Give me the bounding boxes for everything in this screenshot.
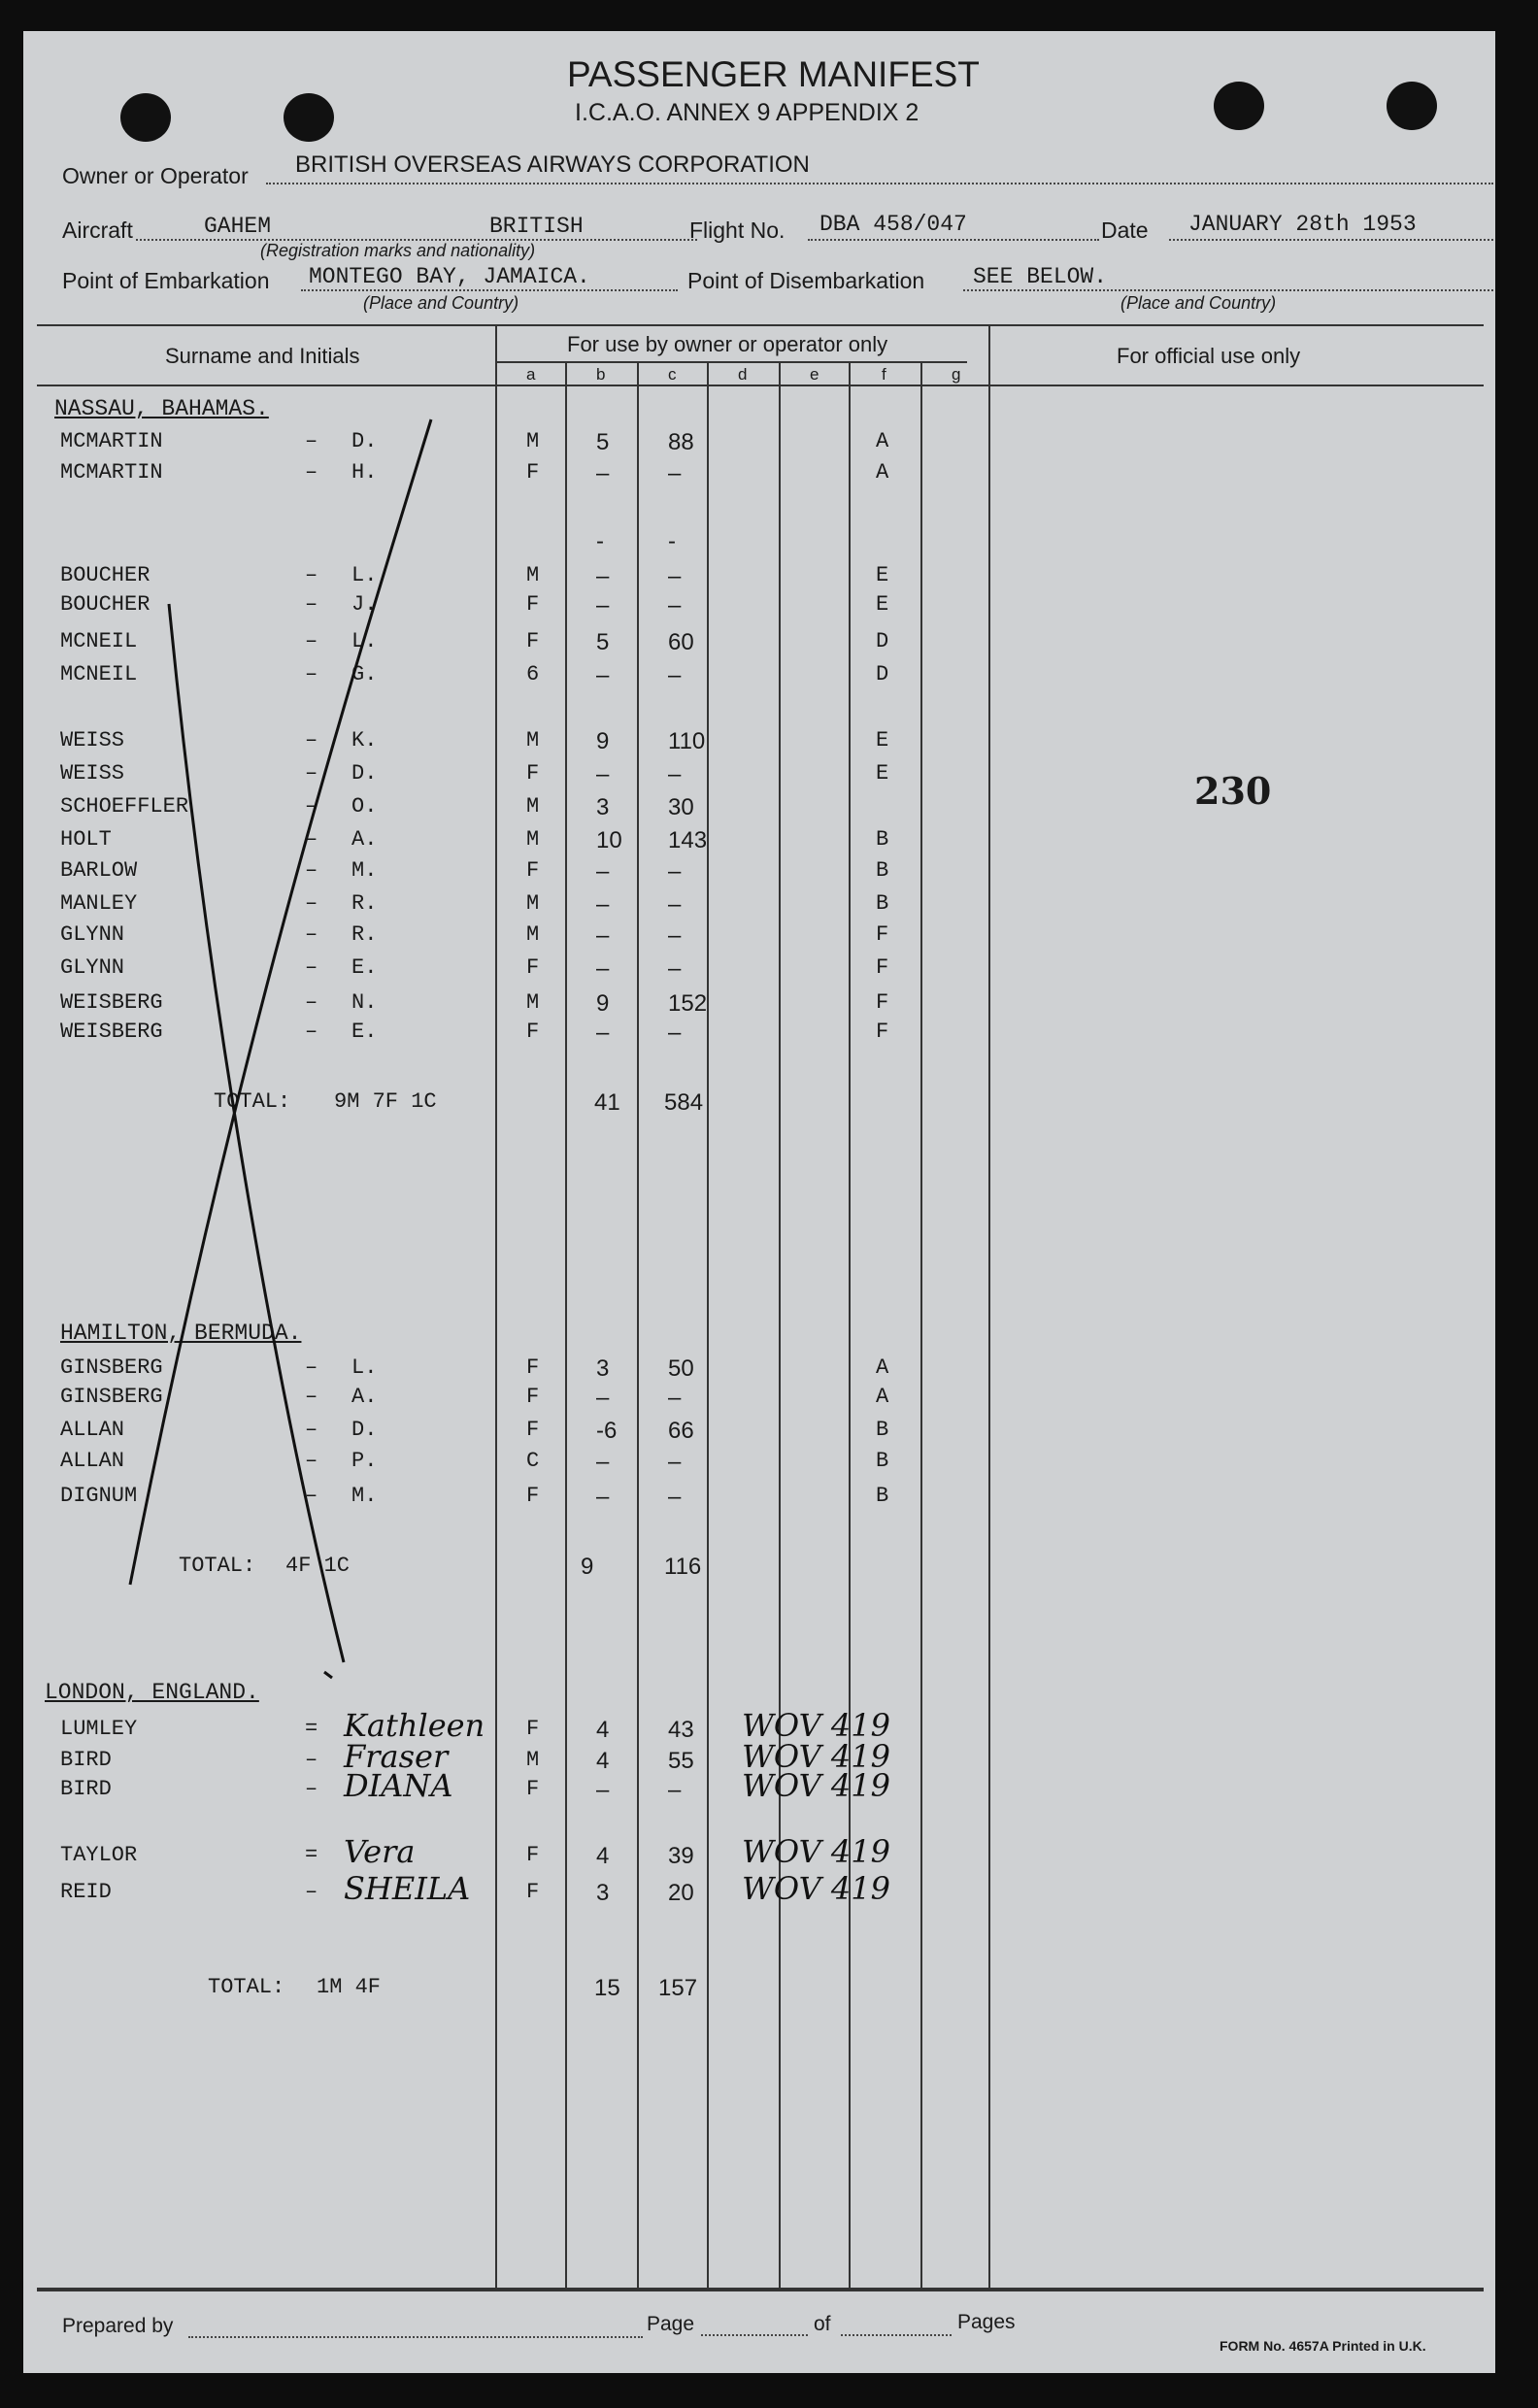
cell-initial: E.	[351, 1020, 378, 1044]
flight-value: DBA 458/047	[819, 212, 967, 237]
disembarkation-value: SEE BELOW.	[973, 264, 1108, 289]
cell-dash: –	[305, 1880, 318, 1904]
cell-dash: =	[305, 1843, 318, 1867]
cell-a: F	[526, 1355, 540, 1380]
page-label: Page	[647, 2313, 695, 2335]
cell-a: M	[526, 728, 540, 752]
cell-surname: GINSBERG	[60, 1385, 163, 1409]
cell-dash: –	[305, 761, 318, 786]
cell-b: –	[596, 891, 610, 918]
cell-f: B	[876, 827, 889, 852]
cell-b: 5	[596, 629, 610, 655]
cell-c: 152	[668, 990, 708, 1017]
cell-b: –	[596, 1777, 610, 1803]
cell-dash: –	[305, 794, 318, 819]
col-letter-b: b	[596, 365, 606, 384]
cell-dash: –	[305, 1355, 318, 1380]
cell-c: –	[668, 563, 682, 589]
cell-dash: –	[305, 592, 318, 617]
cell-f: B	[876, 1418, 889, 1442]
cell-a: M	[526, 827, 540, 852]
cell-surname: LUMLEY	[60, 1717, 138, 1741]
cell-surname: HOLT	[60, 827, 112, 852]
total-b: 9	[581, 1554, 594, 1580]
cell-dash: –	[305, 1748, 318, 1772]
cell-hand: SHEILA	[344, 1870, 471, 1907]
cell-surname: BARLOW	[60, 858, 138, 883]
aircraft-value: GAHEM	[204, 214, 272, 239]
cell-dash: –	[305, 990, 318, 1015]
cell-initial: L.	[351, 563, 378, 587]
cell-f: A	[876, 460, 889, 485]
cell-note: WOV 419	[742, 1833, 890, 1870]
date-label: Date	[1101, 217, 1149, 243]
cell-b: 3	[596, 1880, 610, 1906]
cell-f: B	[876, 858, 889, 883]
section-heading: HAMILTON, BERMUDA.	[60, 1321, 302, 1346]
cell-dash: –	[305, 827, 318, 852]
cell-c: 50	[668, 1355, 694, 1382]
cell-surname: BOUCHER	[60, 563, 150, 587]
cell-c: 30	[668, 794, 694, 820]
cell-c: –	[668, 955, 682, 982]
cell-initial: M.	[351, 1484, 378, 1508]
cell-b: –	[596, 563, 610, 589]
cell-initial: O.	[351, 794, 378, 819]
cell-b: 9	[596, 728, 610, 754]
cell-a: M	[526, 563, 540, 587]
cell-b: –	[596, 662, 610, 688]
cell-a: F	[526, 460, 540, 485]
document-title: PASSENGER MANIFEST	[567, 54, 980, 94]
cell-initial: K.	[351, 728, 378, 752]
total-label: TOTAL:	[214, 1089, 291, 1114]
cell-f: A	[876, 1355, 889, 1380]
col-letter-f: f	[882, 365, 886, 384]
cell-initial: P.	[351, 1449, 378, 1473]
cell-b: –	[596, 460, 610, 486]
cell-f: F	[876, 990, 889, 1015]
col-letter-c: c	[668, 365, 677, 384]
total-passengers: 4F 1C	[285, 1554, 351, 1578]
col-letter-d: d	[738, 365, 748, 384]
cell-a: M	[526, 922, 540, 947]
cell-a: F	[526, 1777, 540, 1801]
cell-b: –	[596, 858, 610, 885]
document-subtitle: I.C.A.O. ANNEX 9 APPENDIX 2	[575, 99, 919, 126]
cell-b: 4	[596, 1748, 610, 1774]
cell-b: -6	[596, 1418, 618, 1444]
cell-c: 60	[668, 629, 694, 655]
cell-surname: WEISS	[60, 728, 125, 752]
cell-b: –	[596, 761, 610, 787]
cell-surname: MCNEIL	[60, 662, 138, 686]
cell-dash: –	[305, 922, 318, 947]
col-header-owner-use: For use by owner or operator only	[567, 332, 888, 356]
cell-a: F	[526, 1843, 540, 1867]
cell-initial: D.	[351, 761, 378, 786]
cell-f: A	[876, 1385, 889, 1409]
owner-label: Owner or Operator	[62, 163, 249, 188]
total-c: 584	[664, 1089, 704, 1116]
cell-hand: Vera	[344, 1833, 416, 1870]
cell-c: 88	[668, 429, 694, 455]
cell-note: WOV 419	[742, 1738, 890, 1775]
embarkation-note: (Place and Country)	[363, 293, 519, 313]
cell-surname: DIGNUM	[60, 1484, 138, 1508]
cell-surname: GLYNN	[60, 922, 125, 947]
registration-note: (Registration marks and nationality)	[260, 241, 536, 260]
cell-c: -	[668, 528, 676, 554]
cell-surname: BOUCHER	[60, 592, 150, 617]
cell-a: 6	[526, 662, 540, 686]
cell-b: –	[596, 1449, 610, 1475]
cell-surname: MCMARTIN	[60, 429, 163, 453]
cell-c: –	[668, 1020, 682, 1046]
cell-c: –	[668, 1385, 682, 1411]
cell-a: M	[526, 794, 540, 819]
embarkation-value: MONTEGO BAY, JAMAICA.	[309, 264, 590, 289]
cell-initial: A.	[351, 1385, 378, 1409]
cell-dash: –	[305, 1484, 318, 1508]
date-value: JANUARY 28th 1953	[1188, 212, 1417, 237]
cell-surname: ALLAN	[60, 1449, 125, 1473]
cell-dash: –	[305, 1449, 318, 1473]
cell-a: F	[526, 1385, 540, 1409]
cell-a: F	[526, 1880, 540, 1904]
cell-dash: –	[305, 1777, 318, 1801]
cell-a: M	[526, 990, 540, 1015]
cell-initial: M.	[351, 858, 378, 883]
cell-surname: TAYLOR	[60, 1843, 138, 1867]
cell-surname: REID	[60, 1880, 112, 1904]
cell-b: 10	[596, 827, 622, 853]
cell-a: F	[526, 1484, 540, 1508]
cell-a: F	[526, 761, 540, 786]
page-line	[701, 2334, 808, 2336]
cell-c: 43	[668, 1717, 694, 1743]
cell-c: 110	[668, 728, 706, 754]
of-label: of	[814, 2313, 831, 2335]
cell-initial: D.	[351, 1418, 378, 1442]
cell-c: –	[668, 891, 682, 918]
pages-label: Pages	[957, 2311, 1016, 2333]
cell-dash: –	[305, 629, 318, 653]
total-b: 41	[594, 1089, 620, 1116]
cell-b: –	[596, 1484, 610, 1510]
cell-b: 4	[596, 1717, 610, 1743]
cell-initial: H.	[351, 460, 378, 485]
cell-a: C	[526, 1449, 540, 1473]
cell-initial: D.	[351, 429, 378, 453]
aircraft-label: Aircraft	[62, 217, 133, 243]
cell-surname: MCMARTIN	[60, 460, 163, 485]
cell-b: -	[596, 528, 604, 554]
cell-initial: G.	[351, 662, 378, 686]
cell-initial: J.	[351, 592, 378, 617]
cell-surname: ALLAN	[60, 1418, 125, 1442]
cell-initial: R.	[351, 922, 378, 947]
cell-a: F	[526, 1717, 540, 1741]
cell-b: –	[596, 592, 610, 619]
cell-b: –	[596, 922, 610, 949]
cell-initial: L.	[351, 1355, 378, 1380]
cell-initial: N.	[351, 990, 378, 1015]
section-heading: NASSAU, BAHAMAS.	[54, 396, 269, 421]
cell-c: 39	[668, 1843, 694, 1869]
cell-dash: –	[305, 728, 318, 752]
cell-initial: E.	[351, 955, 378, 980]
cell-a: F	[526, 629, 540, 653]
cell-c: –	[668, 592, 682, 619]
manifest-sheet	[23, 31, 1495, 2373]
cell-dash: –	[305, 1385, 318, 1409]
cell-c: –	[668, 922, 682, 949]
total-b: 15	[594, 1975, 620, 2001]
section-heading: LONDON, ENGLAND.	[45, 1680, 259, 1705]
total-c: 116	[664, 1554, 702, 1580]
cell-dash: –	[305, 460, 318, 485]
strike-through-marks	[23, 31, 1495, 2373]
cell-c: –	[668, 1449, 682, 1475]
col-header-official: For official use only	[1117, 344, 1301, 368]
cell-a: F	[526, 858, 540, 883]
cell-dash: –	[305, 955, 318, 980]
total-label: TOTAL:	[208, 1975, 285, 1999]
flight-label: Flight No.	[689, 217, 786, 243]
cell-initial: R.	[351, 891, 378, 916]
cell-note: WOV 419	[742, 1767, 890, 1804]
cell-c: –	[668, 1777, 682, 1803]
cell-initial: A.	[351, 827, 378, 852]
cell-surname: WEISS	[60, 761, 125, 786]
col-letter-g: g	[952, 365, 961, 384]
cell-c: –	[668, 460, 682, 486]
cell-c: –	[668, 761, 682, 787]
of-line	[841, 2334, 952, 2336]
cell-dash: –	[305, 858, 318, 883]
total-label: TOTAL:	[179, 1554, 256, 1578]
total-passengers: 1M 4F	[317, 1975, 382, 1999]
cell-surname: BIRD	[60, 1748, 112, 1772]
cell-f: E	[876, 761, 889, 786]
cell-dash: –	[305, 429, 318, 453]
cell-note: WOV 419	[742, 1870, 890, 1907]
cell-f: F	[876, 955, 889, 980]
embarkation-label: Point of Embarkation	[62, 268, 270, 293]
cell-a: F	[526, 1418, 540, 1442]
cell-f: E	[876, 592, 889, 617]
cell-b: –	[596, 1385, 610, 1411]
cell-surname: GLYNN	[60, 955, 125, 980]
owner-value: BRITISH OVERSEAS AIRWAYS CORPORATION	[295, 151, 810, 178]
cell-c: 55	[668, 1748, 694, 1774]
cell-surname: WEISBERG	[60, 1020, 163, 1044]
prepared-by-label: Prepared by	[62, 2315, 174, 2337]
cell-f: B	[876, 891, 889, 916]
col-letter-e: e	[810, 365, 819, 384]
cell-f: D	[876, 662, 889, 686]
cell-note: WOV 419	[742, 1707, 890, 1744]
col-letter-a: a	[526, 365, 536, 384]
cell-c: –	[668, 858, 682, 885]
cell-hand: Fraser	[344, 1738, 449, 1775]
nationality-value: BRITISH	[489, 214, 584, 239]
cell-c: 20	[668, 1880, 694, 1906]
cell-f: B	[876, 1449, 889, 1473]
form-number: FORM No. 4657A Printed in U.K.	[1220, 2338, 1426, 2354]
cell-f: E	[876, 728, 889, 752]
cell-dash: –	[305, 891, 318, 916]
cell-a: M	[526, 891, 540, 916]
cell-dash: –	[305, 1418, 318, 1442]
cell-a: F	[526, 1020, 540, 1044]
cell-surname: BIRD	[60, 1777, 112, 1801]
cell-c: 143	[668, 827, 708, 853]
cell-surname: GINSBERG	[60, 1355, 163, 1380]
total-c: 157	[658, 1975, 698, 2001]
cell-f: F	[876, 1020, 889, 1044]
cell-dash: –	[305, 563, 318, 587]
cell-dash: –	[305, 1020, 318, 1044]
cell-a: F	[526, 592, 540, 617]
total-passengers: 9M 7F 1C	[334, 1089, 437, 1114]
cell-c: –	[668, 1484, 682, 1510]
disembarkation-note: (Place and Country)	[1120, 293, 1277, 313]
cell-a: M	[526, 429, 540, 453]
cell-b: –	[596, 1020, 610, 1046]
cell-f: A	[876, 429, 889, 453]
cell-b: 3	[596, 1355, 610, 1382]
col-header-surname: Surname and Initials	[165, 344, 360, 368]
cell-b: 3	[596, 794, 610, 820]
cell-f: E	[876, 563, 889, 587]
footer-rule	[37, 2290, 1484, 2291]
cell-f: F	[876, 922, 889, 947]
cell-surname: MANLEY	[60, 891, 138, 916]
cell-b: 9	[596, 990, 610, 1017]
cell-initial: L.	[351, 629, 378, 653]
prepared-by-line	[188, 2336, 643, 2338]
cell-b: 5	[596, 429, 610, 455]
cell-f: D	[876, 629, 889, 653]
cell-b: –	[596, 955, 610, 982]
cell-surname: WEISBERG	[60, 990, 163, 1015]
cell-dash: –	[305, 662, 318, 686]
cell-hand: DIANA	[344, 1767, 453, 1804]
cell-surname: MCNEIL	[60, 629, 138, 653]
cell-dash: =	[305, 1717, 318, 1741]
cell-b: 4	[596, 1843, 610, 1869]
cell-c: 66	[668, 1418, 694, 1444]
cell-c: –	[668, 662, 682, 688]
cell-surname: SCHOEFFLER	[60, 794, 189, 819]
disembarkation-label: Point of Disembarkation	[687, 268, 925, 293]
cell-hand: Kathleen	[344, 1707, 485, 1744]
cell-a: M	[526, 1748, 540, 1772]
cell-f: B	[876, 1484, 889, 1508]
cell-a: F	[526, 955, 540, 980]
official-number: 230	[1194, 769, 1272, 813]
